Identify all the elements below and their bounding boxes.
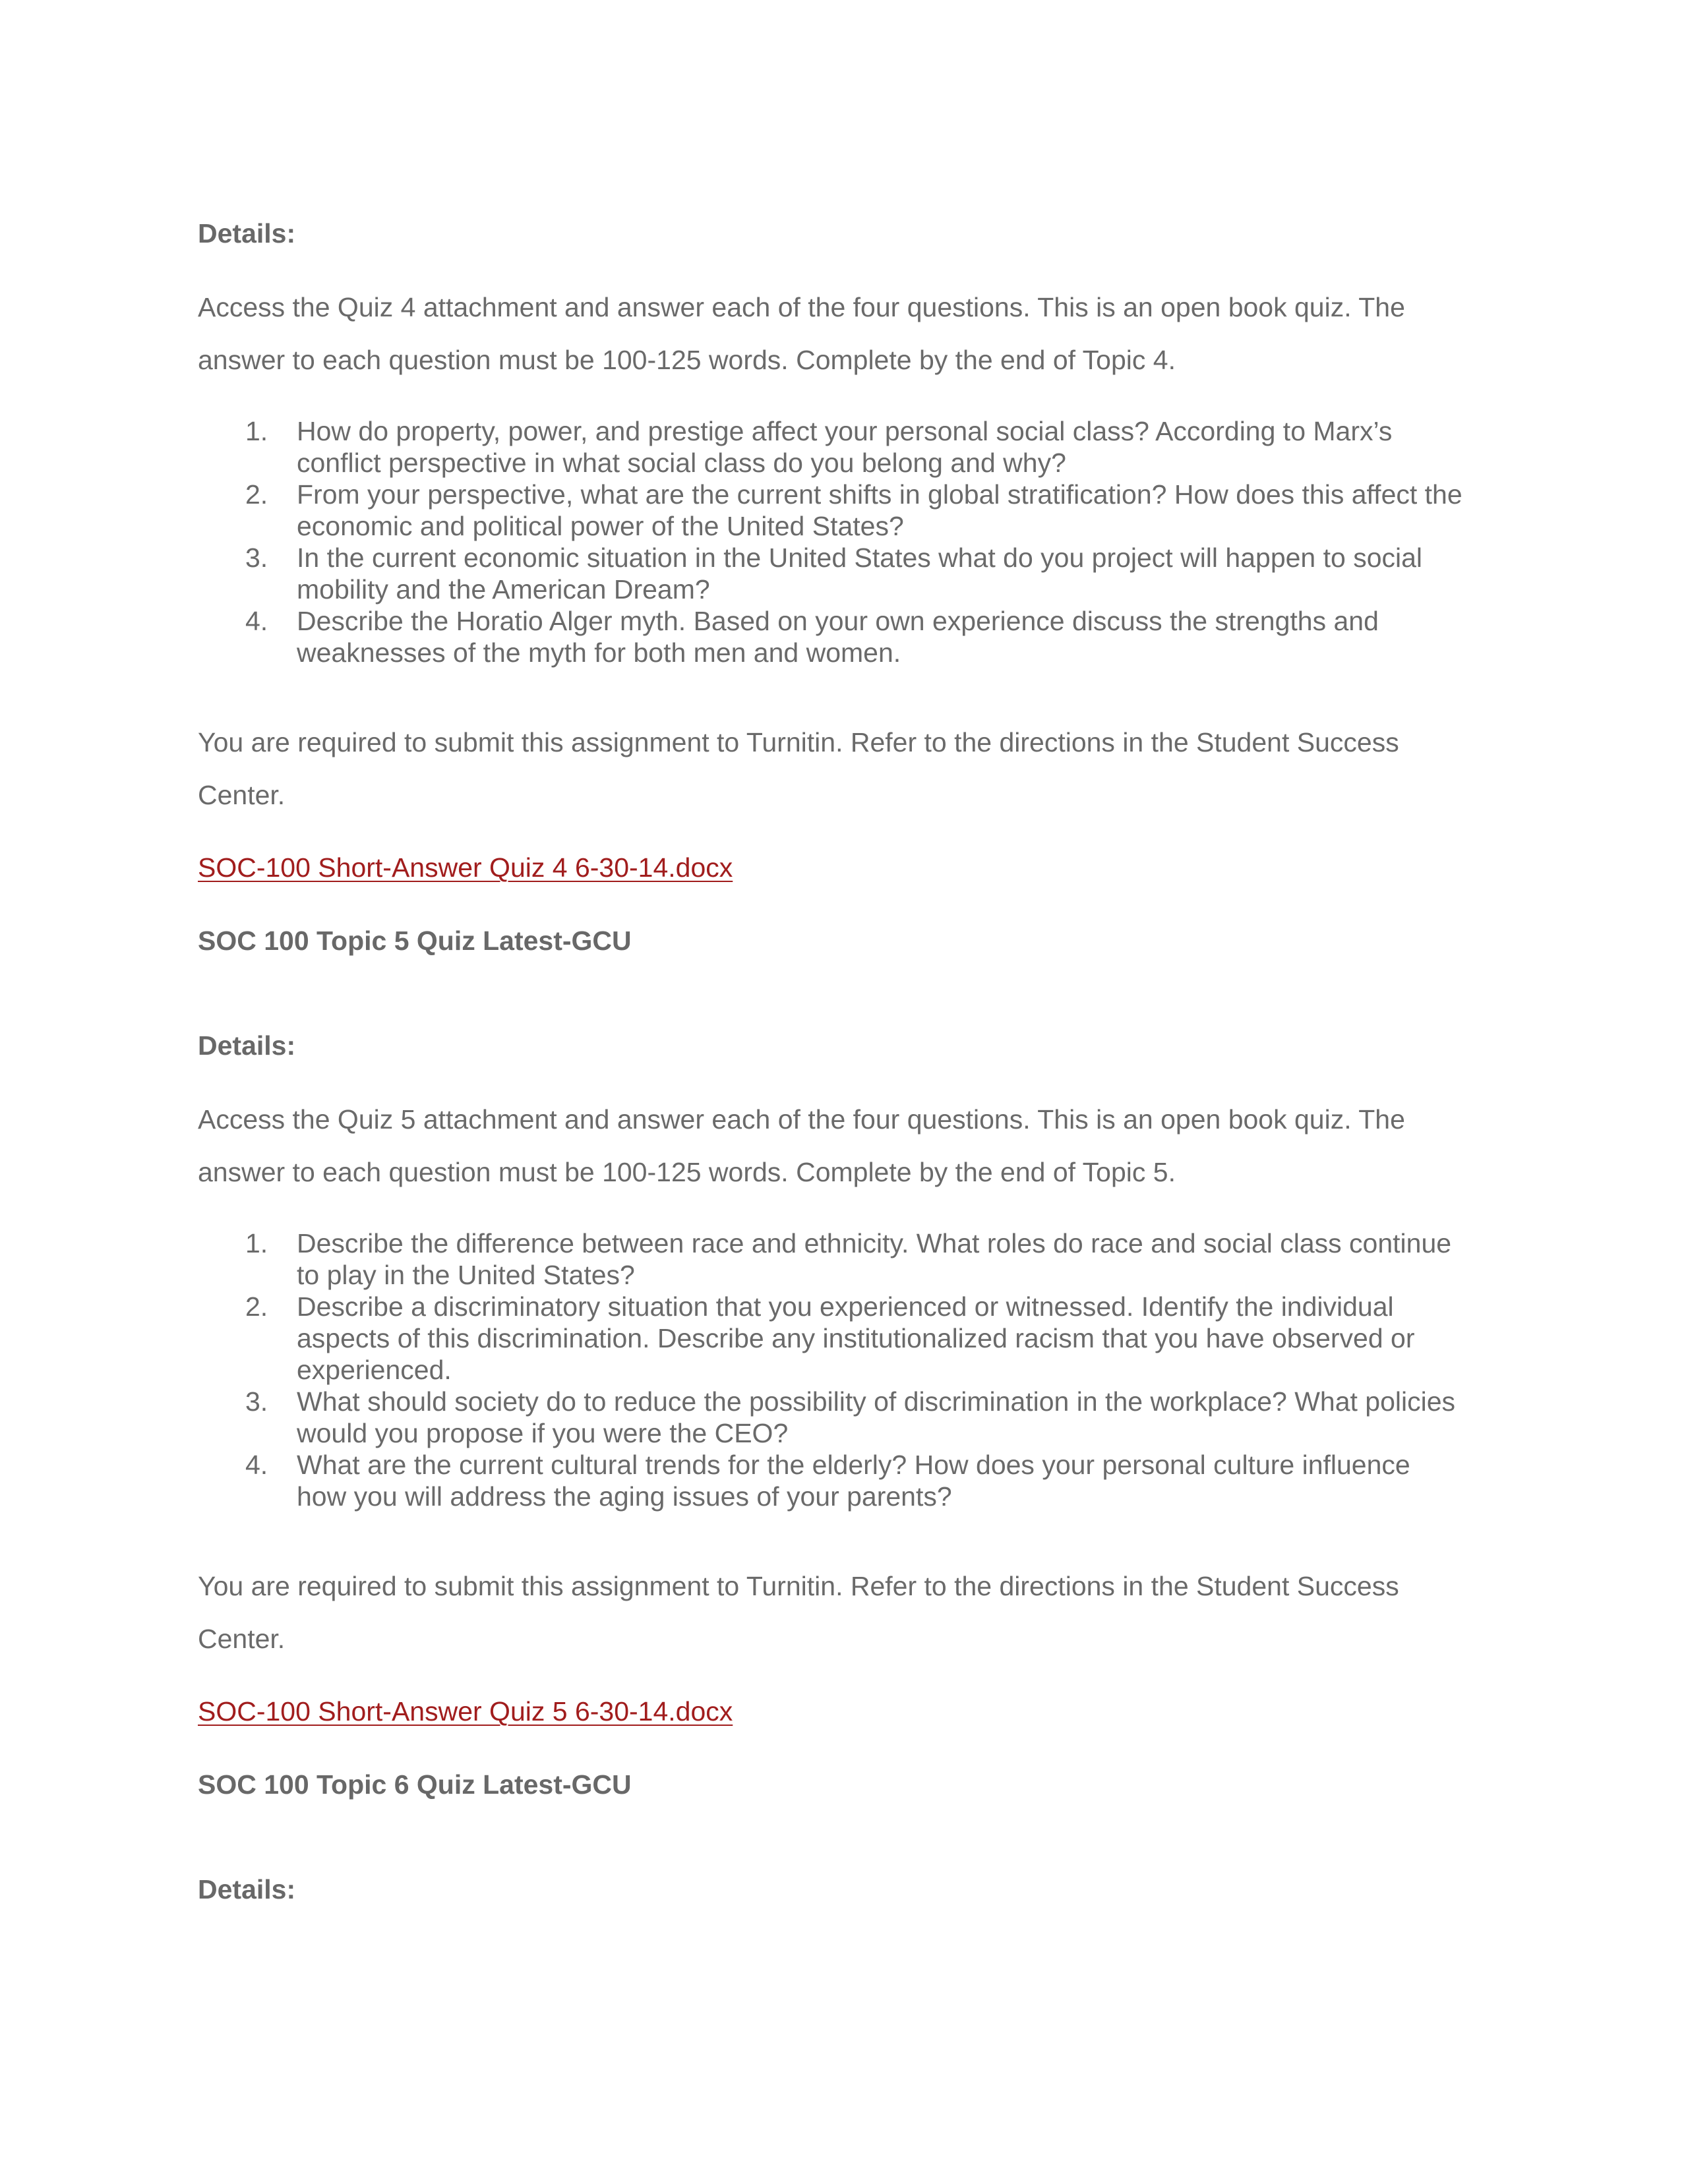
details-heading: Details:	[198, 1030, 296, 1061]
quiz-attachment-link[interactable]: SOC-100 Short-Answer Quiz 4 6-30-14.docx	[198, 852, 733, 883]
submission-note: You are required to submit this assignment to Turnitin. Refer to the directions in the Student Success Center.	[198, 727, 1399, 810]
section-title: SOC 100 Topic 5 Quiz Latest-GCU	[198, 926, 632, 956]
quiz-intro-paragraph: Access the Quiz 5 attachment and answer each of the four questions. This is an open book quiz. The answer to each question must be 100-125 words. Complete by the end of Topic 5.	[198, 1104, 1405, 1187]
list-item: 2. Describe a discriminatory situation that you experienced or witnessed. Identify the individual aspects of this discrimination. Describe any institutionalized racism that you have observed or experienced.	[245, 1291, 1415, 1385]
list-item: 4. What are the current cultural trends for the elderly? How does your personal culture influence how you will address the aging issues of your parents?	[245, 1450, 1410, 1512]
question-list	[198, 1227, 1503, 1512]
quiz-intro-paragraph: Access the Quiz 4 attachment and answer each of the four questions. This is an open book quiz. The answer to each question must be 100-125 words. Complete by the end of Topic 4.	[198, 292, 1405, 375]
submission-note: You are required to submit this assignment to Turnitin. Refer to the directions in the Student Success Center.	[198, 1571, 1399, 1654]
quiz-attachment-link[interactable]: SOC-100 Short-Answer Quiz 5 6-30-14.docx	[198, 1696, 733, 1727]
list-item: 2. From your perspective, what are the current shifts in global stratification? How does this affect the economic and political power of the United States?	[245, 479, 1462, 541]
section-title: SOC 100 Topic 6 Quiz Latest-GCU	[198, 1769, 632, 1800]
details-heading: Details:	[198, 1874, 296, 1904]
list-item: 3. In the current economic situation in the United States what do you project will happen to social mobility and the American Dream?	[245, 543, 1423, 605]
list-item: 3. What should society do to reduce the possibility of discrimination in the workplace? What policies would you propose if you were the CEO?	[245, 1386, 1456, 1448]
list-item: 4. Describe the Horatio Alger myth. Based on your own experience discuss the strengths and weaknesses of the myth for both men and women.	[245, 606, 1379, 668]
details-heading: Details:	[198, 218, 296, 249]
list-item: 1. Describe the difference between race and ethnicity. What roles do race and social class continue to play in the United States?	[245, 1228, 1452, 1290]
list-item: 1. How do property, power, and prestige affect your personal social class? According to Marx’s conflict perspective in what social class do you belong and why?	[245, 416, 1393, 478]
question-list	[198, 415, 1503, 668]
